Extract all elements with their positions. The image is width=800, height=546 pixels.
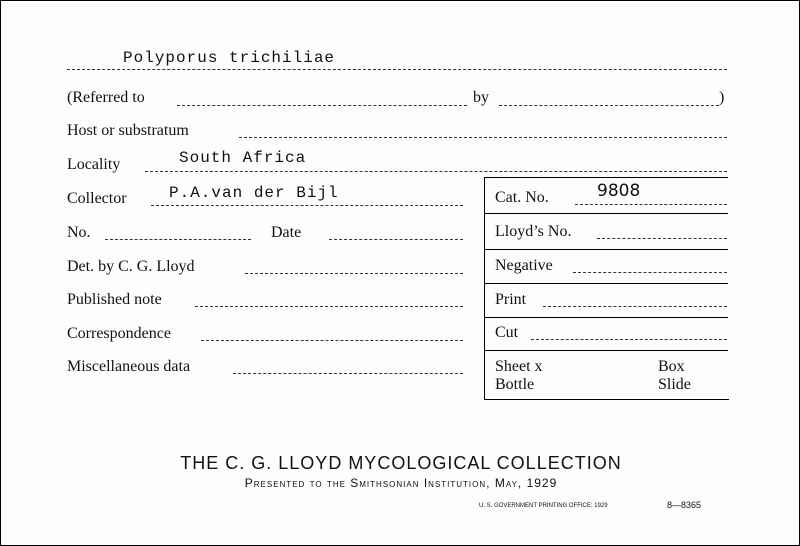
cut-label: Cut: [495, 324, 519, 341]
negative-label: Negative: [495, 257, 553, 274]
date-line: [329, 239, 463, 240]
printer-imprint: U. S. GOVERNMENT PRINTING OFFICE: 1929: [479, 503, 608, 509]
referred-to-label: (Referred to: [67, 89, 145, 106]
det-by-line: [245, 273, 463, 274]
misc-data-label: Miscellaneous data: [67, 358, 191, 375]
lloyds-no-line: [597, 238, 727, 239]
locality-line: [145, 171, 727, 172]
box-divider-3: [484, 283, 728, 284]
misc-data-line: [233, 373, 463, 374]
collection-title: THE C. G. LLOYD MYCOLOGICAL COLLECTION: [180, 453, 622, 473]
host-line: [239, 137, 727, 138]
cat-no-value: 9808: [597, 181, 641, 201]
locality-value: South Africa: [179, 149, 307, 167]
collector-value: P.A.van der Bijl: [169, 184, 339, 202]
form-code: 8—8365: [667, 500, 702, 510]
collector-line: [151, 205, 463, 206]
box-divider-5: [484, 350, 728, 351]
slide-label: Slide: [658, 376, 691, 393]
correspondence-label: Correspondence: [67, 325, 171, 342]
by-label: by: [473, 89, 489, 106]
species-name: Polyporus trichiliae: [123, 49, 336, 67]
bottle-label: Bottle: [495, 376, 535, 393]
referred-to-line: [177, 105, 467, 106]
box-divider-2: [484, 249, 728, 250]
print-label: Print: [495, 291, 527, 308]
cat-no-label: Cat. No.: [495, 189, 549, 206]
print-line: [543, 306, 727, 307]
lloyds-no-label: Lloyd’s No.: [495, 223, 572, 240]
no-label: No.: [67, 224, 91, 241]
date-label: Date: [271, 224, 302, 241]
sheet-label: Sheet x: [495, 358, 543, 375]
by-line: [499, 105, 719, 106]
published-note-line: [195, 306, 463, 307]
species-line: [67, 69, 727, 70]
cat-no-line: [575, 204, 727, 205]
cut-line: [531, 339, 727, 340]
correspondence-line: [201, 340, 463, 341]
close-paren: ): [719, 89, 725, 106]
negative-line: [573, 272, 727, 273]
no-line: [105, 239, 251, 240]
collection-subtitle: Presented to the Smithsonian Institution, May, 1929: [244, 476, 558, 490]
collector-label: Collector: [67, 190, 127, 207]
published-note-label: Published note: [67, 291, 162, 308]
box-divider-4: [484, 317, 728, 318]
det-by-label: Det. by C. G. Lloyd: [67, 258, 195, 275]
box-divider-top: [484, 177, 728, 178]
host-label: Host or substratum: [67, 122, 189, 139]
box-divider-1: [484, 213, 728, 214]
locality-label: Locality: [67, 156, 121, 173]
box-label: Box: [658, 358, 685, 375]
